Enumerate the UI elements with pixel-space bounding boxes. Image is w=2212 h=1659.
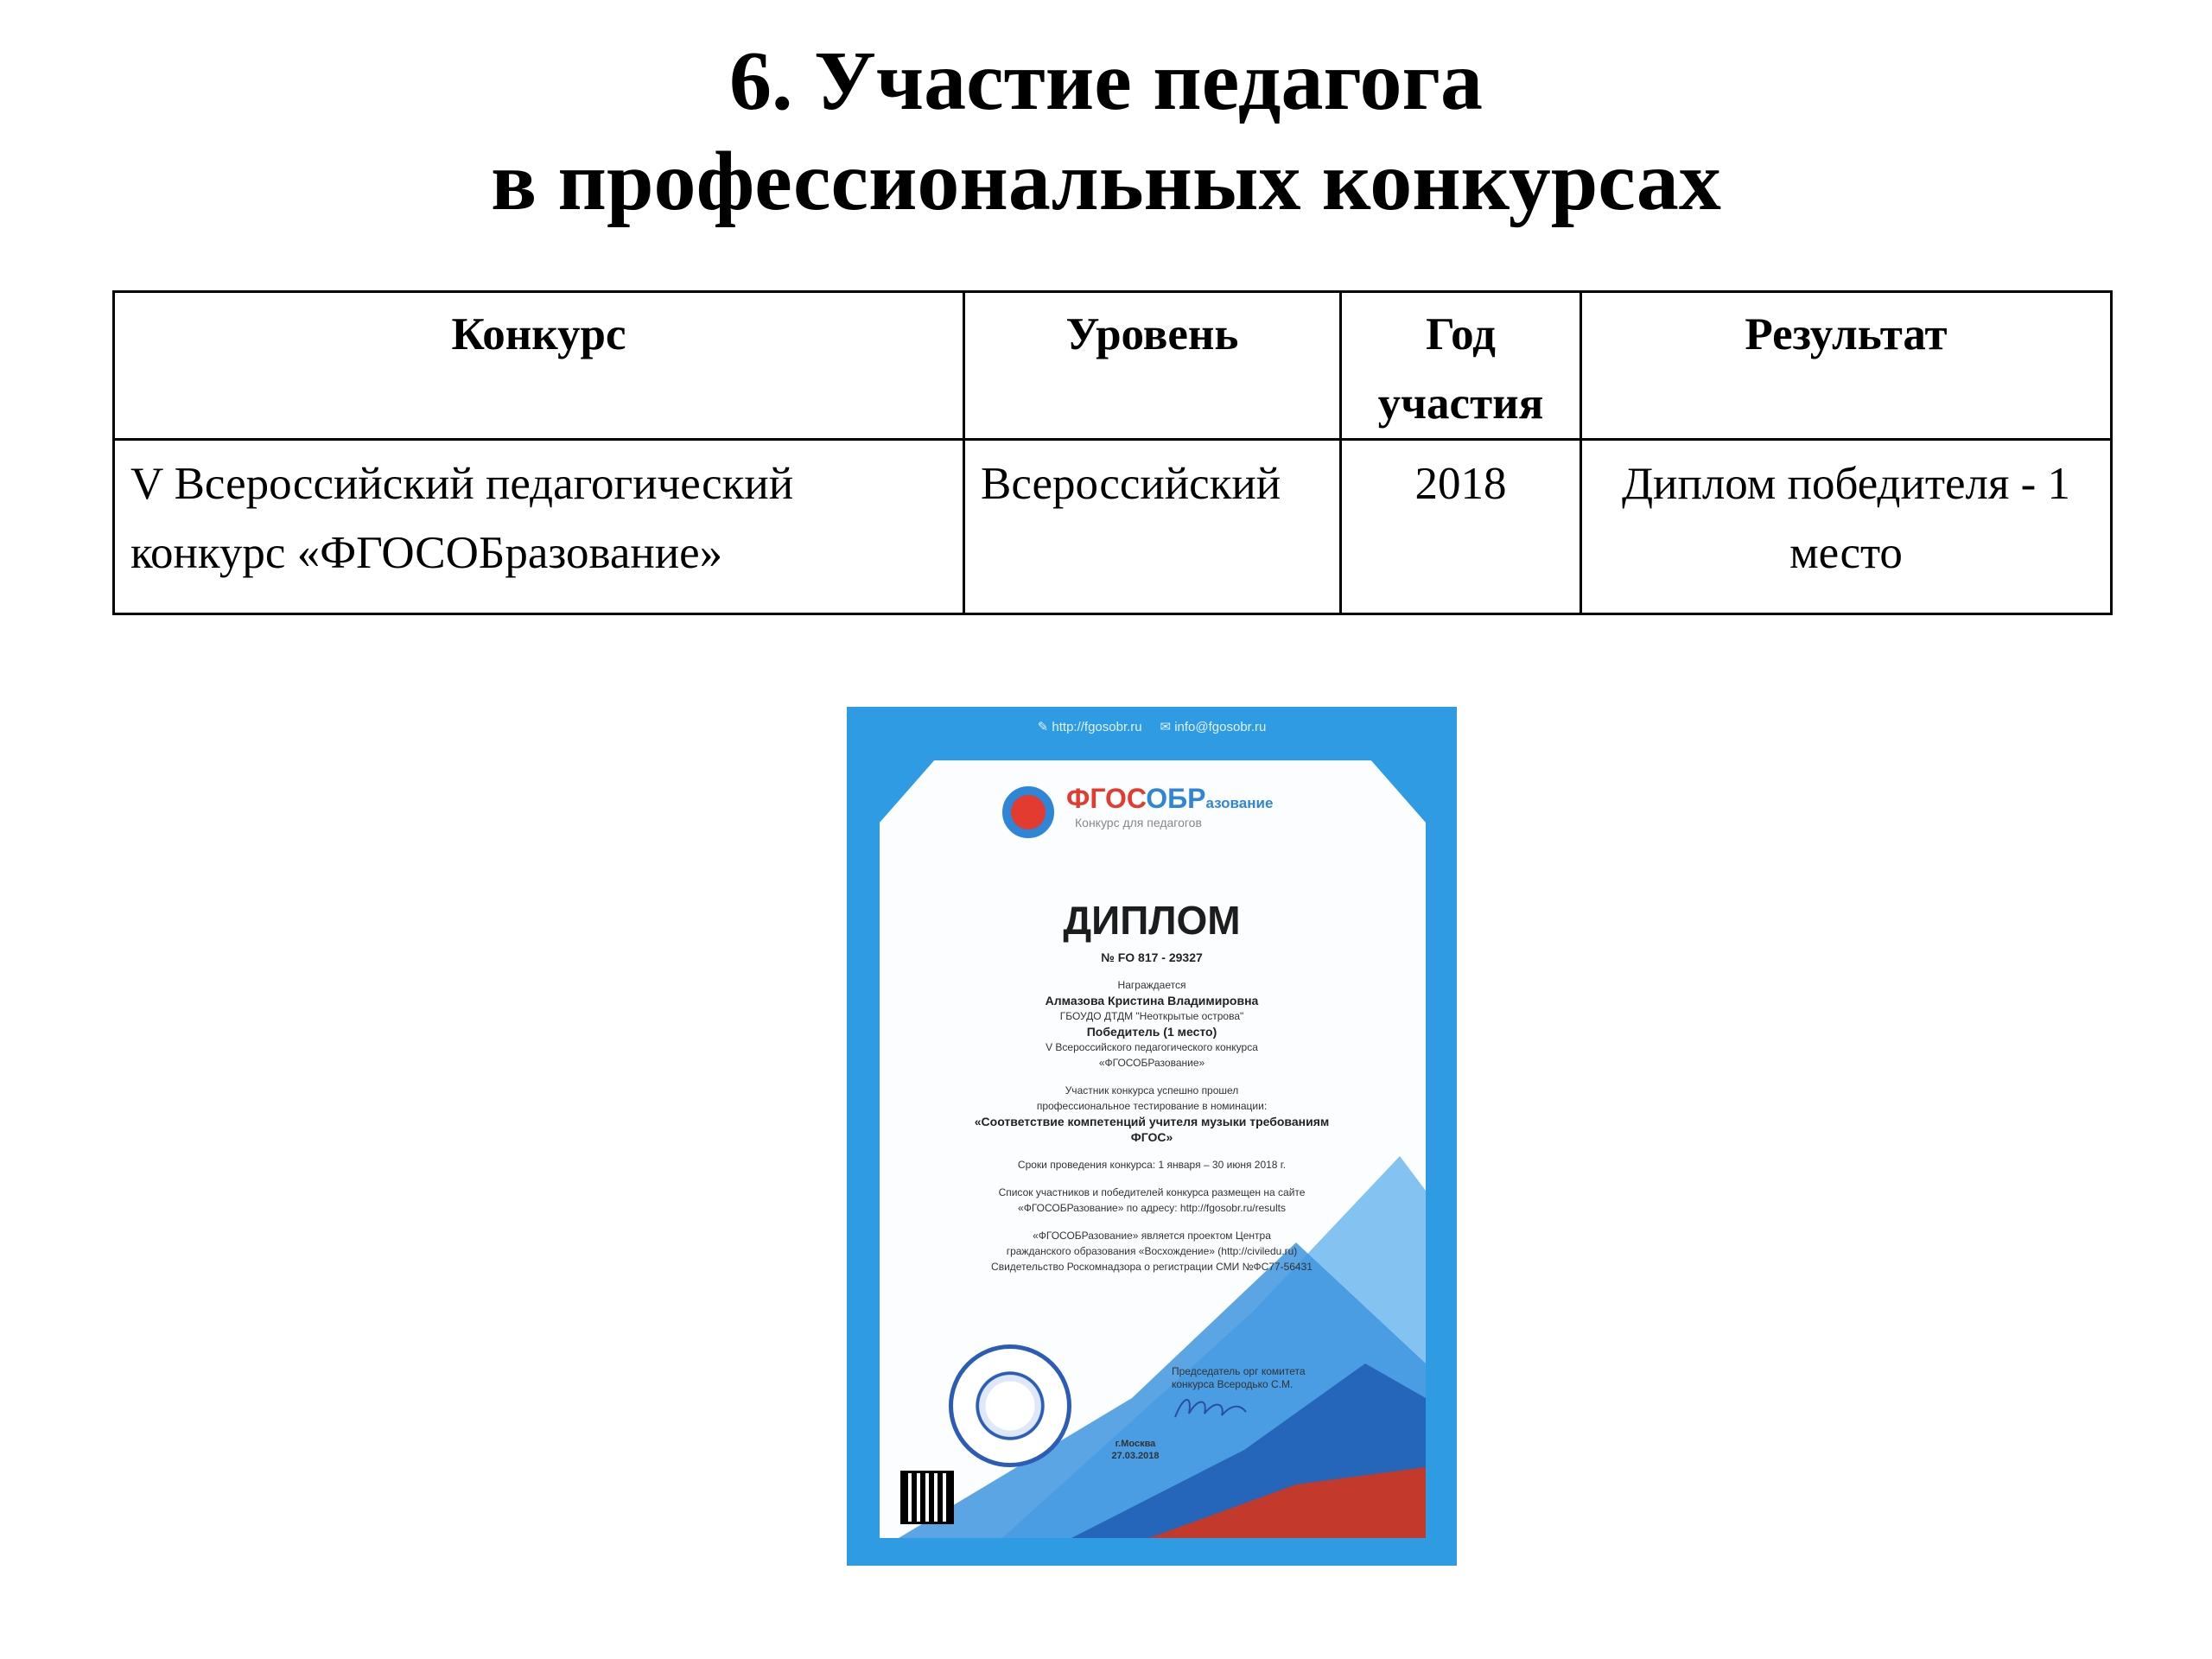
cell-year: 2018 [1341, 440, 1581, 614]
diploma-number: № FO 817 - 29327 [1101, 950, 1203, 964]
contests-table [112, 290, 2113, 615]
city-date [1101, 1438, 1170, 1462]
table-header-row [114, 292, 2112, 440]
signature-mark [1172, 1391, 1249, 1424]
diploma-email: info@fgosobr.ru [1174, 720, 1267, 734]
institution: ГБОУДО ДТДМ "Неоткрытые острова" [1059, 1010, 1244, 1022]
contest-line-2: «ФГОСОБРазование» [1098, 1057, 1205, 1069]
signer-line-2: конкурса Всеродько С.М. [1172, 1378, 1294, 1390]
test-line-2: профессиональное тестирование в номинации: [1036, 1100, 1268, 1112]
nomination-line-2: ФГОС» [1130, 1130, 1173, 1144]
signer-line-1: Председатель орг комитета [1172, 1365, 1306, 1377]
contest-dates: Сроки проведения конкурса: 1 января – 30 июня 2018 г. [1017, 1159, 1287, 1171]
header-year: Год участия [1341, 292, 1581, 440]
project-line-1: «ФГОСОБРазование» является проектом Центра [1033, 1230, 1271, 1242]
link-icon: ✎ [1037, 720, 1049, 734]
cell-contest: V Всероссийский педагогический конкурс «ФГОСОБразование» [114, 440, 964, 614]
diploma-body [899, 950, 1405, 1275]
project-line-2: гражданского образования «Восхождение» (http://civiledu.ru) [1006, 1245, 1298, 1257]
award-place: Победитель (1 место) [1086, 1025, 1217, 1039]
list-line-1: Список участников и победителей конкурса размещен на сайте [998, 1186, 1306, 1198]
stamp-seal [949, 1344, 1071, 1467]
logo-icon [1002, 786, 1054, 838]
diploma-image [847, 707, 1457, 1566]
brand-part-2: ОБР [1146, 783, 1206, 814]
awarded-label: Награждается [1117, 979, 1186, 991]
cell-result: Диплом победителя - 1 место [1581, 440, 2112, 614]
nomination-line-1: «Соответствие компетенций учителя музыки требованиям [974, 1115, 1330, 1128]
diploma-date: 27.03.2018 [1111, 1451, 1160, 1461]
brand-part-3: азование [1205, 795, 1274, 811]
header-level: Уровень [964, 292, 1341, 440]
signature-block [1172, 1365, 1362, 1427]
table-row [114, 440, 2112, 614]
diploma-heading: ДИПЛОМ [1063, 898, 1241, 943]
recipient-name: Алмазова Кристина Владимировна [1045, 994, 1259, 1007]
brand-subtitle: Конкурс для педагогов [1075, 816, 1202, 830]
list-line-2: «ФГОСОБРазование» по адресу: http://fgosobr.ru/results [1018, 1202, 1286, 1214]
diploma-site: http://fgosobr.ru [1052, 720, 1142, 734]
test-line-1: Участник конкурса успешно прошел [1065, 1084, 1239, 1096]
diploma-brand [1066, 783, 1273, 815]
header-contest: Конкурс [114, 292, 964, 440]
mail-icon: ✉ [1160, 720, 1172, 734]
brand-part-1: ФГОС [1066, 783, 1147, 814]
title-line-2: в профессиональных конкурсах [491, 135, 1721, 228]
cell-level: Всероссийский [964, 440, 1341, 614]
diploma-city: г.Москва [1115, 1439, 1156, 1449]
header-result: Результат [1581, 292, 2112, 440]
title-line-1: 6. Участие педагога [728, 35, 1484, 128]
project-line-3: Свидетельство Роскомнадзора о регистрации СМИ №ФС77-56431 [991, 1261, 1313, 1273]
qr-code [900, 1471, 954, 1524]
contest-line-1: V Всероссийского педагогического конкурса [1046, 1041, 1258, 1053]
slide-title [0, 31, 2212, 232]
